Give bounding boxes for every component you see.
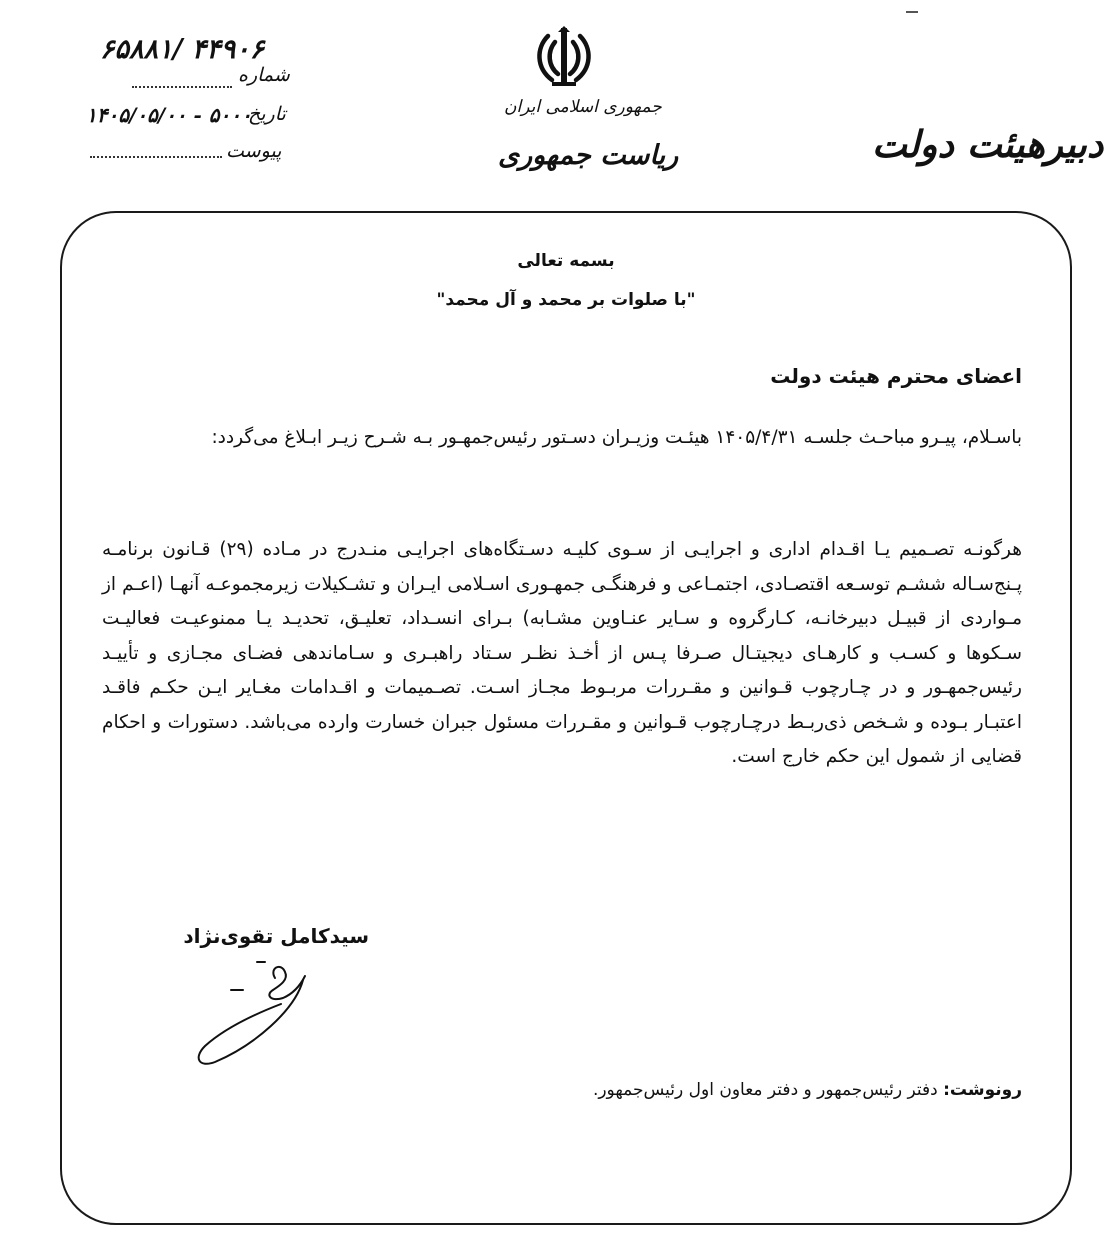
- cc-label: رونوشت:: [943, 1080, 1022, 1100]
- republic-label: جمهوری اسلامی ایران: [504, 97, 662, 117]
- main-paragraph: هرگونـه تصـمیم یـا اقـدام اداری و اجرایـی از سـوی کلیـه دسـتگاه‌های اجرایـی منـدرج در مـاده (۲۹) قـانون برنامـه پـنج‌سـاله ششـم توسـعه اقتصـادی، اجتمـاعی و فرهنگـی جمهـوری اسـلامی ایـران و تشـکیلات زیرمجموعـه آنهـا (اعـم از مـواردی از قبیـل دبیرخانـه، کـارگروه و سـایر عنـاوین مشـابه) بـرای انسـداد، تعلیـق، تحدیـد یـا ممنوعیـت فعالیـت سـکوها و کسـب و کارهـای دیجیتـال صـرفا پـس از أخـذ نظـر سـتاد راهبـری و سـاماندهی فضـای مجـازی و تأییـد رئیس‌جمهـور و در چـارچوب قـوانین و مقـررات مربـوط مجـاز اسـت. تصـمیمات و اقـدامات مغـایر ایـن حکـم فاقـد اعتبـار بـوده و شـخص ذی‌ربـط درچـارچوب قـوانین و مقـررات مسئول جبران خسارت وارده می‌باشد. دستورات و احکام قضایی از شمول این حکم خارج است.: [102, 539, 1023, 767]
- secretariat-title: دبیرهیئت دولت: [872, 122, 1104, 166]
- number-dotted-line: [132, 86, 232, 88]
- iran-emblem-icon: [534, 26, 594, 88]
- salawat-line: "با صلوات بر محمد و آل محمد": [436, 290, 696, 310]
- handwritten-signature: [185, 950, 325, 1075]
- letter-date-value: ۱۴۰۵/۰۵/۰۰ - ۵۰۰۰: [86, 103, 252, 127]
- letter-number-value: ۶۵۸۸۱/ ۴۴۹۰۶: [100, 34, 265, 65]
- letter-attachment-label: پیوست: [226, 140, 282, 162]
- signer-name: سیدکامل تقوی‌نژاد: [183, 924, 369, 948]
- scan-speck: [906, 11, 918, 13]
- cc-text: دفتر رئیس‌جمهور و دفتر معاون اول رئیس‌جمهور.: [592, 1080, 938, 1100]
- attachment-dotted-line: [90, 156, 222, 158]
- cc-line: [593, 1080, 1022, 1100]
- presidency-label: ریاست جمهوری: [498, 140, 679, 171]
- letter-date-label: تاریخ: [248, 103, 286, 125]
- addressee: اعضای محترم هیئت دولت: [770, 364, 1022, 388]
- intro-paragraph: باسـلام، پیـرو مباحـث جلسـه ۱۴۰۵/۴/۳۱ هیئـت وزیـران دسـتور رئیس‌جمهـور بـه شـرح زیـر ابـلاغ می‌گردد:: [211, 427, 1022, 448]
- invocation: بسمه تعالی: [517, 251, 615, 271]
- letter-number-label: شماره: [238, 64, 290, 86]
